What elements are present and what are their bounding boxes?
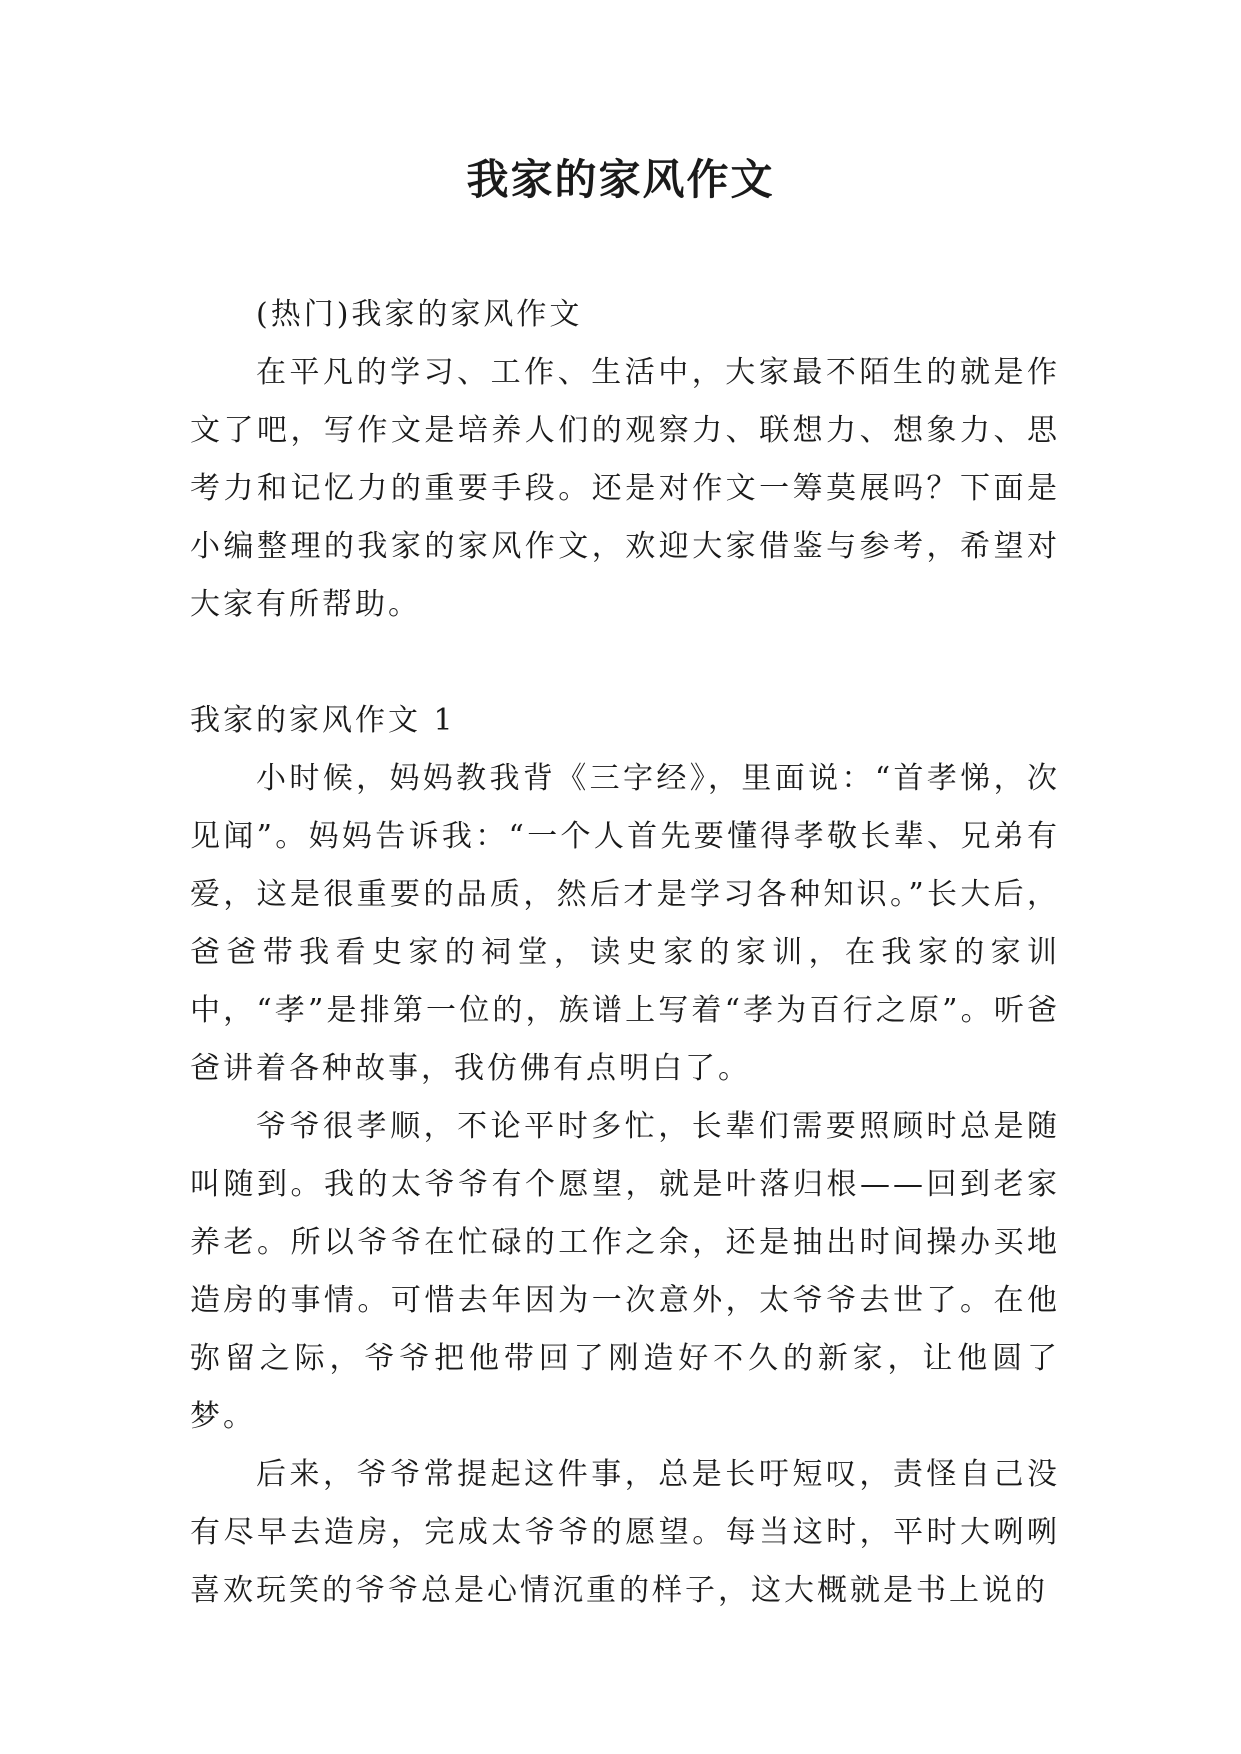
document-body (190, 286, 1060, 1620)
paragraph-subtitle: (热门)我家的家风作文 (256, 297, 583, 332)
document-title: 我家的家风作文 (466, 155, 775, 204)
paragraph: 爷爷很孝顺，不论平时多忙，长辈们需要照顾时总是随叫随到。我的太爷爷有个愿望，就是叶落归根——回到老家养老。所以爷爷在忙碌的工作之余，还是抽出时间操办买地造房的事情。可惜去年因为一次意外，太爷爷去世了。在他弥留之际，爷爷把他带回了刚造好不久的新家，让他圆了梦。 (190, 1109, 1060, 1434)
paragraph-intro: 在平凡的学习、工作、生活中，大家最不陌生的就是作文了吧，写作文是培养人们的观察力、联想力、想象力、思考力和记忆力的重要手段。还是对作文一筹莫展吗？下面是小编整理的我家的家风作文，欢迎大家借鉴与参考，希望对大家有所帮助。 (190, 355, 1060, 622)
paragraph: 后来，爷爷常提起这件事，总是长吁短叹，责怪自己没有尽早去造房，完成太爷爷的愿望。每当这时，平时大咧咧喜欢玩笑的爷爷总是心情沉重的样子，这大概就是书上说的 (190, 1457, 1060, 1608)
paragraph: 小时候，妈妈教我背《三字经》，里面说：“首孝悌，次见闻”。妈妈告诉我：“一个人首先要懂得孝敬长辈、兄弟有爱，这是很重要的品质，然后才是学习各种知识。”长大后，爸爸带我看史家的祠堂，读史家的家训，在我家的家训中，“孝”是排第一位的，族谱上写着“孝为百行之原”。听爸爸讲着各种故事，我仿佛有点明白了。 (190, 761, 1060, 1086)
section-heading: 我家的家风作文 1 (190, 703, 456, 738)
